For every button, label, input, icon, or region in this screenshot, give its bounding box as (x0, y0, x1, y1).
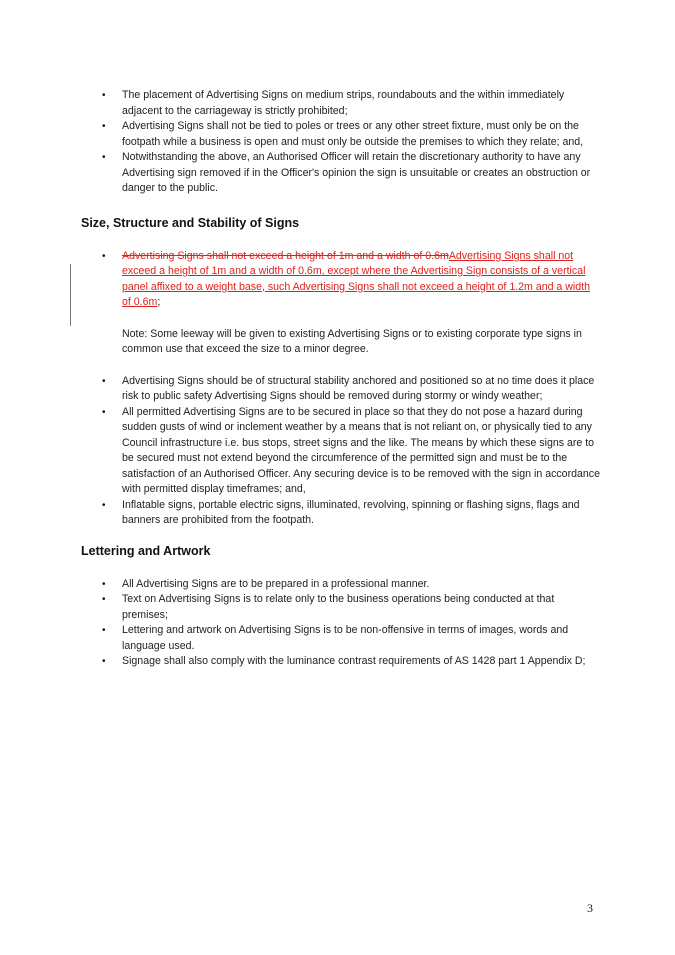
trailing-text: ; (157, 296, 161, 308)
list-item: • Notwithstanding the above, an Authorised Officer will retain the discretionary authority to have any Advertising sign removed if in the Officer's opinion the sign is unsuitable or creates an obstruction or danger to the public. (81, 150, 601, 197)
size-note: Note: Some leeway will be given to existing Advertising Signs or to existing corporate type signs in common use that exceed the size to a minor degree. (122, 327, 582, 355)
page-number: 3 (587, 901, 593, 915)
inserted-text: Advertising Signs shall not exceed a height of 1m and a width of 0.6m, except where the Advertising Sign consists of a vertical panel affixed to a weight base, such Advertising Signs shall not exceed a height of 1.2m and a width of 0.6m (122, 249, 590, 308)
section-heading-size: Size, Structure and Stability of Signs (81, 215, 300, 230)
list-item: • Text on Advertising Signs is to relate only to the business operations being conducted at that premises; (81, 592, 601, 623)
size-list-tracked (81, 249, 601, 311)
list-item: • All Advertising Signs are to be prepared in a professional manner. (81, 577, 601, 593)
intro-list (81, 88, 601, 197)
change-bar (70, 264, 71, 326)
list-item: • All permitted Advertising Signs are to be secured in place so that they do not pose a hazard during sudden gusts of wind or inclement weather by a means that is not reliant on, or physically tied to any Council infrastructure i.e. bus stops, street signs and the like. The means by which these signs are to be secured must not extend beyond the circumference of the permitted sign and must be to the satisfaction of an Authorised Officer. Any securing device is to be removed with the sign in accordance with permitted display timeframes; and, (81, 405, 601, 498)
deleted-text: Advertising Signs shall not exceed a height of 1m and a width of 0.6m (122, 249, 449, 262)
tracked-change-item (81, 249, 601, 311)
list-item: • Advertising Signs shall not be tied to poles or trees or any other street fixture, must only be on the footpath while a business is open and must only be outside the premises to which they relate; and, (81, 119, 601, 150)
size-list (81, 374, 601, 529)
section-heading-lettering: Lettering and Artwork (81, 543, 211, 558)
list-item: • Advertising Signs should be of structural stability anchored and positioned so at no time does it place risk to public safety Advertising Signs should be removed during stormy or windy weather; (81, 374, 601, 405)
lettering-list (81, 577, 601, 670)
list-item: • The placement of Advertising Signs on medium strips, roundabouts and the within immediately adjacent to the carriageway is strictly prohibited; (81, 88, 601, 119)
list-item: • Lettering and artwork on Advertising Signs is to be non-offensive in terms of images, words and language used. (81, 623, 601, 654)
page-content (81, 88, 601, 670)
list-item: • Signage shall also comply with the luminance contrast requirements of AS 1428 part 1 Appendix D; (81, 654, 601, 670)
list-item: • Inflatable signs, portable electric signs, illuminated, revolving, spinning or flashing signs, flags and banners are prohibited from the footpath. (81, 498, 601, 529)
